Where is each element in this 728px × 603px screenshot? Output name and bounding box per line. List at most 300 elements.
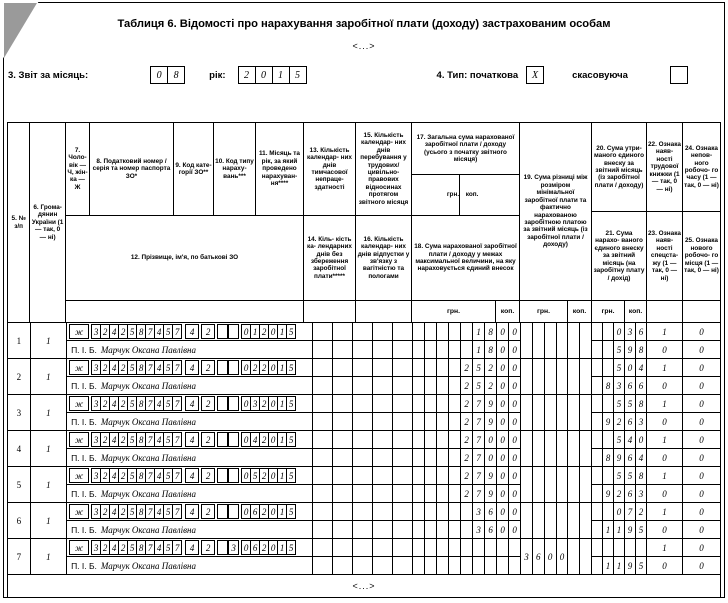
sum18-box: 7 [473, 485, 485, 503]
month-digit-box: 2 [259, 432, 269, 447]
sum17-box: 2 [461, 359, 473, 377]
sum17-box: 0 [509, 431, 521, 449]
sex-box: ж [69, 504, 89, 519]
sum18-box: 5 [473, 377, 485, 395]
tax-digit-box: 2 [118, 540, 128, 555]
sum19-box [545, 395, 557, 431]
sum17-box: 0 [509, 395, 521, 413]
row-middle-section [67, 431, 521, 467]
name-label: П. І. Б. [71, 488, 97, 499]
sum20-box [592, 395, 603, 413]
sum20-box [592, 431, 603, 449]
category-code-box: 4 [185, 540, 199, 555]
year-digit-box: 2 [238, 66, 256, 84]
tax-digit-box: 5 [127, 324, 137, 339]
accrual-type-box: 2 [201, 360, 215, 375]
flag23-cell: 0 [647, 557, 683, 575]
flag24-cell: 0 [683, 503, 720, 521]
citizen-flag-cell: 1 [31, 359, 67, 395]
tax-digit-box: 2 [100, 360, 110, 375]
sum18-box: 6 [485, 521, 497, 539]
report-cancel-label: скасовуюча [572, 69, 628, 81]
sum19-box: 6 [533, 539, 545, 575]
sum20-box [603, 503, 614, 521]
person-name-cell [67, 413, 313, 431]
sum21-box: 6 [625, 377, 636, 395]
sum20-box: 0 [636, 431, 647, 449]
days15-box [353, 503, 373, 521]
col20-hrn-label: грн. [592, 301, 625, 323]
flag24-cell: 0 [683, 395, 720, 413]
sum18-box: 2 [485, 377, 497, 395]
tax-digit-box: 3 [91, 396, 101, 411]
person-name-cell [67, 341, 313, 359]
table-header [8, 123, 720, 323]
row-right-section [592, 503, 720, 539]
tax-digit-box: 7 [145, 468, 155, 483]
sum17-box: 2 [461, 467, 473, 485]
header-col21: 21. Сума нарахо- ваного єдиного внеску за звітний місяць (на заробітну плату / дохід) [592, 212, 647, 301]
tax-digit-box: 7 [145, 432, 155, 447]
sum21-box: 6 [625, 413, 636, 431]
data-row-bottom [67, 377, 521, 395]
flag23-cell: 0 [647, 485, 683, 503]
month-digit-box: 0 [241, 432, 251, 447]
sum21-box: 5 [636, 521, 647, 539]
days16-box [393, 485, 413, 503]
tax-digit-box: 2 [118, 432, 128, 447]
accrual-type-box: 2 [201, 324, 215, 339]
sum17-box: 2 [485, 359, 497, 377]
sum18-box [425, 341, 437, 359]
sum20-box [592, 539, 603, 557]
days16-box [353, 449, 373, 467]
name-value: Марчук Оксана Павлівна [100, 380, 196, 391]
tax-digit-box: 5 [127, 468, 137, 483]
name-label: П. І. Б. [71, 344, 97, 355]
sum20-box: 5 [614, 359, 625, 377]
sum20-box [603, 467, 614, 485]
month-digit-box: 2 [259, 504, 269, 519]
name-label: П. І. Б. [71, 416, 97, 427]
days13-box [313, 359, 333, 377]
sum21-box: 8 [636, 341, 647, 359]
data-row-top [67, 431, 521, 449]
sum21-box: 1 [603, 521, 614, 539]
data-row-bottom [67, 413, 521, 431]
data-row-bottom [67, 521, 521, 539]
month-digit-box: 0 [150, 66, 168, 84]
header-col15: 15. Кількість календар- них днів перебування у трудових/ цивільно- правових відносинах протягом звітного місяця [356, 123, 412, 216]
days15-box [353, 323, 373, 341]
col19-hrn-label: грн. [520, 301, 568, 323]
sum20-box [603, 395, 614, 413]
sum19-box [521, 431, 533, 467]
sum18-box: 0 [497, 377, 509, 395]
month-digit-box: 0 [241, 360, 251, 375]
row-number-cell: 4 [8, 431, 31, 467]
year-digit-box: 1 [272, 66, 290, 84]
sum17-box: 2 [461, 395, 473, 413]
sum18-box [413, 557, 425, 575]
tax-digit-box: 8 [136, 360, 146, 375]
month-digit-box: 8 [167, 66, 185, 84]
sum17-box: 7 [473, 395, 485, 413]
citizen-flag-cell: 1 [31, 431, 67, 467]
month-digit-box: 4 [250, 432, 260, 447]
tax-digit-box: 7 [172, 504, 182, 519]
header-col19: 19. Сума різниці між розміром мінімальної заробітної плати та фактично нарахованою заробітною платою за звітний місяць (із заробітної плати / доходу) [520, 123, 592, 301]
header-col25: 25. Ознака нового робочо- го місця (1 — так, 0 — ні) [683, 212, 720, 301]
table-row-block [8, 503, 720, 539]
header-col17-kop: коп. [465, 191, 479, 199]
month-digit-box: 5 [286, 360, 296, 375]
table-row-block [8, 359, 720, 395]
subrow-empty [356, 301, 412, 323]
sum17-box [413, 467, 425, 485]
sum18-box: 0 [509, 449, 521, 467]
flags-row-top [592, 395, 720, 413]
flag24-cell: 0 [683, 467, 720, 485]
row-middle-section [67, 395, 521, 431]
days16-box [393, 377, 413, 395]
days14-box [313, 485, 333, 503]
sum19-box [557, 467, 569, 503]
sum19-box [521, 323, 533, 359]
sum19-box [557, 395, 569, 431]
sum17-box: 0 [497, 323, 509, 341]
flag25-cell: 0 [683, 341, 720, 359]
tax-digit-box: 8 [136, 324, 146, 339]
month-digit-box: 0 [241, 468, 251, 483]
sum19-box [557, 323, 569, 359]
ellipsis-top: <...> [352, 41, 376, 51]
tax-digit-box: 4 [154, 396, 164, 411]
sum18-box [449, 521, 461, 539]
flags-row-top [592, 323, 720, 341]
tax-number-group [91, 468, 182, 483]
days15-box [393, 467, 413, 485]
tax-digit-box: 3 [91, 468, 101, 483]
sum19-box [580, 395, 592, 431]
flag23-cell: 0 [647, 449, 683, 467]
sum18-box [413, 413, 425, 431]
tax-digit-box: 3 [91, 360, 101, 375]
sum19-box [580, 467, 592, 503]
accrual-type-box: 2 [201, 396, 215, 411]
tax-digit-box: 7 [172, 396, 182, 411]
flag22-cell: 1 [647, 467, 683, 485]
sex-box: ж [69, 468, 89, 483]
sum19-box [568, 323, 580, 359]
row-right-section [592, 395, 720, 431]
sum18-box [425, 557, 437, 575]
month-digit-box: 1 [277, 432, 287, 447]
header-col17-text: 17. Загальна сума нарахованої заробітної плати / доходу (усього з початку звітного місяця) [412, 123, 519, 175]
days16-box [353, 377, 373, 395]
sum20-box: 8 [636, 467, 647, 485]
sum18-box: 0 [485, 449, 497, 467]
sum17-box [485, 539, 497, 557]
month-digit-box: 1 [277, 396, 287, 411]
tax-digit-box: 2 [118, 396, 128, 411]
tax-digit-box: 4 [154, 504, 164, 519]
sum20-box: 4 [625, 431, 636, 449]
name-label: П. І. Б. [71, 560, 97, 571]
sum18-box: 1 [473, 341, 485, 359]
tax-digit-box: 7 [172, 324, 182, 339]
sum19-box [545, 431, 557, 467]
tax-digit-box: 8 [136, 504, 146, 519]
person-name-cell [67, 377, 313, 395]
month-digit-box: 2 [259, 468, 269, 483]
sum21-box: 9 [603, 485, 614, 503]
sum20-box: 3 [625, 323, 636, 341]
sex-box: ж [69, 432, 89, 447]
data-row-top [67, 539, 521, 557]
category-code-box: 4 [185, 432, 199, 447]
sum19-box [568, 431, 580, 467]
days15-box [393, 539, 413, 557]
sum20-box [592, 323, 603, 341]
sum17-box: 0 [497, 467, 509, 485]
sum20-box: 5 [625, 467, 636, 485]
sum20-box: 7 [625, 503, 636, 521]
flags-row-bottom [592, 377, 720, 395]
sex-box: ж [69, 396, 89, 411]
sum18-box [449, 341, 461, 359]
sum17-box: 0 [509, 503, 521, 521]
sum21-box [592, 341, 603, 359]
header-col11: 11. Місяць та рік, за який проведено нарахуван- ня**** [256, 123, 304, 216]
sum21-box: 6 [636, 377, 647, 395]
flag24-cell: 0 [683, 431, 720, 449]
tax-number-group [91, 324, 182, 339]
sum18-box [413, 449, 425, 467]
flag22-cell: 1 [647, 539, 683, 557]
days16-box [373, 557, 393, 575]
tax-digit-box: 5 [127, 504, 137, 519]
row-right-section [592, 467, 720, 503]
days15-box [373, 395, 393, 413]
month-digit-box: 0 [268, 468, 278, 483]
sum17-box [461, 539, 473, 557]
flags-row-bottom [592, 485, 720, 503]
days14-box [333, 377, 353, 395]
sum21-box: 9 [603, 413, 614, 431]
sum19-box [580, 503, 592, 539]
sum21-box: 8 [603, 449, 614, 467]
tax-number-group [91, 360, 182, 375]
sum19-box [568, 539, 580, 575]
tax-digit-box: 4 [154, 432, 164, 447]
month-digit-box: 2 [259, 360, 269, 375]
citizen-flag-cell: 1 [31, 395, 67, 431]
days16-box [373, 377, 393, 395]
sum18-box [449, 413, 461, 431]
days14-box [333, 485, 353, 503]
sum18-box [485, 557, 497, 575]
sum17-box [437, 395, 449, 413]
year-digit-box: 5 [289, 66, 307, 84]
citizen-flag-cell: 1 [31, 467, 67, 503]
days16-box [393, 341, 413, 359]
header-col9: 9. Код кате- горії ЗО** [174, 123, 214, 216]
row-middle-section [67, 503, 521, 539]
sum20-box: 5 [625, 395, 636, 413]
sum21-box: 1 [603, 557, 614, 575]
tax-digit-box: 3 [91, 540, 101, 555]
sum18-box: 0 [497, 413, 509, 431]
extra-code-box [217, 540, 228, 555]
month-digit-box: 0 [268, 540, 278, 555]
tax-digit-box: 4 [109, 324, 119, 339]
sum17-box [425, 359, 437, 377]
sum18-box [449, 557, 461, 575]
month-year-group [241, 432, 296, 447]
sum18-box [449, 449, 461, 467]
sum18-box [461, 341, 473, 359]
tax-digit-box: 2 [118, 360, 128, 375]
days15-box [353, 431, 373, 449]
flags-row-bottom [592, 449, 720, 467]
days15-box [353, 395, 373, 413]
days16-box [393, 521, 413, 539]
table-row-block [8, 467, 720, 503]
sum18-box: 0 [497, 449, 509, 467]
row-middle-section [67, 539, 521, 575]
tax-digit-box: 5 [127, 360, 137, 375]
tax-digit-box: 8 [136, 468, 146, 483]
days16-box [353, 485, 373, 503]
header-col14: 14. Кіль- кість ка- лендарних днів без збереження заробітної плати***** [304, 216, 356, 301]
sum17-box [437, 503, 449, 521]
col19-kop-label: коп. [568, 301, 592, 323]
sum20-box [592, 503, 603, 521]
name-value: Марчук Оксана Павлівна [100, 416, 196, 427]
sum19-box [521, 503, 533, 539]
header-col8: 8. Податковий номер /серія та номер паспорта ЗО* [90, 123, 174, 216]
days13-box [313, 323, 333, 341]
tax-digit-box: 8 [136, 540, 146, 555]
sum17-box: 7 [473, 467, 485, 485]
sum17-box: 8 [485, 323, 497, 341]
extra-code-box [228, 324, 239, 339]
month-digit-box: 5 [286, 396, 296, 411]
name-value: Марчук Оксана Павлівна [100, 524, 196, 535]
flag25-cell: 0 [683, 413, 720, 431]
sum20-box: 2 [636, 503, 647, 521]
sum18-box: 9 [485, 413, 497, 431]
sum21-box: 9 [625, 341, 636, 359]
sum21-box: 9 [625, 521, 636, 539]
sum18-box [437, 377, 449, 395]
sum21-box [592, 377, 603, 395]
sum19-box [533, 395, 545, 431]
sum21-box: 9 [614, 449, 625, 467]
tax-digit-box: 5 [163, 324, 173, 339]
month-digit-box: 0 [268, 432, 278, 447]
sum20-box [592, 359, 603, 377]
category-code-box: 4 [185, 324, 199, 339]
sum17-box [425, 503, 437, 521]
days15-box [393, 395, 413, 413]
days16-box [353, 341, 373, 359]
month-digit-box: 0 [241, 504, 251, 519]
sum17-box [449, 359, 461, 377]
col18-kop-label: коп. [496, 301, 520, 323]
month-digit-box: 5 [286, 432, 296, 447]
data-row-top [67, 503, 521, 521]
days16-box [393, 413, 413, 431]
sum20-box: 4 [636, 359, 647, 377]
month-digit-box: 5 [250, 468, 260, 483]
sum17-box [437, 359, 449, 377]
tax-digit-box: 2 [100, 324, 110, 339]
sum20-box [592, 467, 603, 485]
sum19-box [533, 467, 545, 503]
sum17-box: 9 [485, 467, 497, 485]
category-code-box: 4 [185, 396, 199, 411]
days13-box [333, 503, 353, 521]
header-col6: 6. Грома- дянин України (1 — так, 0 — ні) [30, 123, 66, 323]
header-col10: 10. Код типу нараху- вань*** [214, 123, 256, 216]
month-digit-box: 5 [286, 324, 296, 339]
row-number-cell: 6 [8, 503, 31, 539]
data-row-top [67, 467, 521, 485]
month-digit-box: 1 [277, 540, 287, 555]
tax-digit-box: 2 [100, 504, 110, 519]
sex-box: ж [69, 324, 89, 339]
sum17-box: 0 [509, 323, 521, 341]
sum21-box [603, 341, 614, 359]
data-row-top [67, 395, 521, 413]
sum17-box: 3 [473, 503, 485, 521]
citizen-flag-cell: 1 [31, 539, 67, 575]
days15-box [353, 539, 373, 557]
sum19-box: 0 [557, 539, 569, 575]
name-label: П. І. Б. [71, 524, 97, 535]
sum18-box [509, 557, 521, 575]
sum17-box [449, 503, 461, 521]
sum17-box [413, 539, 425, 557]
flags-row-bottom [592, 341, 720, 359]
name-label: П. І. Б. [71, 452, 97, 463]
month-digit-box: 6 [250, 540, 260, 555]
header-col18: 18. Сума нарахованої заробітної плати / доходу у межах максимальної величини, на яку нараховується єдиний внесок [412, 216, 520, 301]
sum19-box [580, 539, 592, 575]
sum19-box [533, 503, 545, 539]
sum21-box [592, 485, 603, 503]
flags-row-bottom [592, 413, 720, 431]
sum20-box: 5 [614, 395, 625, 413]
days15-box [373, 359, 393, 377]
accrual-type-box: 2 [201, 432, 215, 447]
row-right-section [592, 431, 720, 467]
tax-digit-box: 5 [163, 360, 173, 375]
tax-digit-box: 4 [109, 360, 119, 375]
days13-box [313, 395, 333, 413]
days14-box [333, 449, 353, 467]
tax-digit-box: 5 [163, 468, 173, 483]
sum21-box [592, 413, 603, 431]
days13-box [333, 467, 353, 485]
sum18-box: 0 [509, 485, 521, 503]
extra-code-box [217, 432, 228, 447]
days15-box [373, 539, 393, 557]
days14-box [333, 521, 353, 539]
sum20-box: 5 [614, 467, 625, 485]
